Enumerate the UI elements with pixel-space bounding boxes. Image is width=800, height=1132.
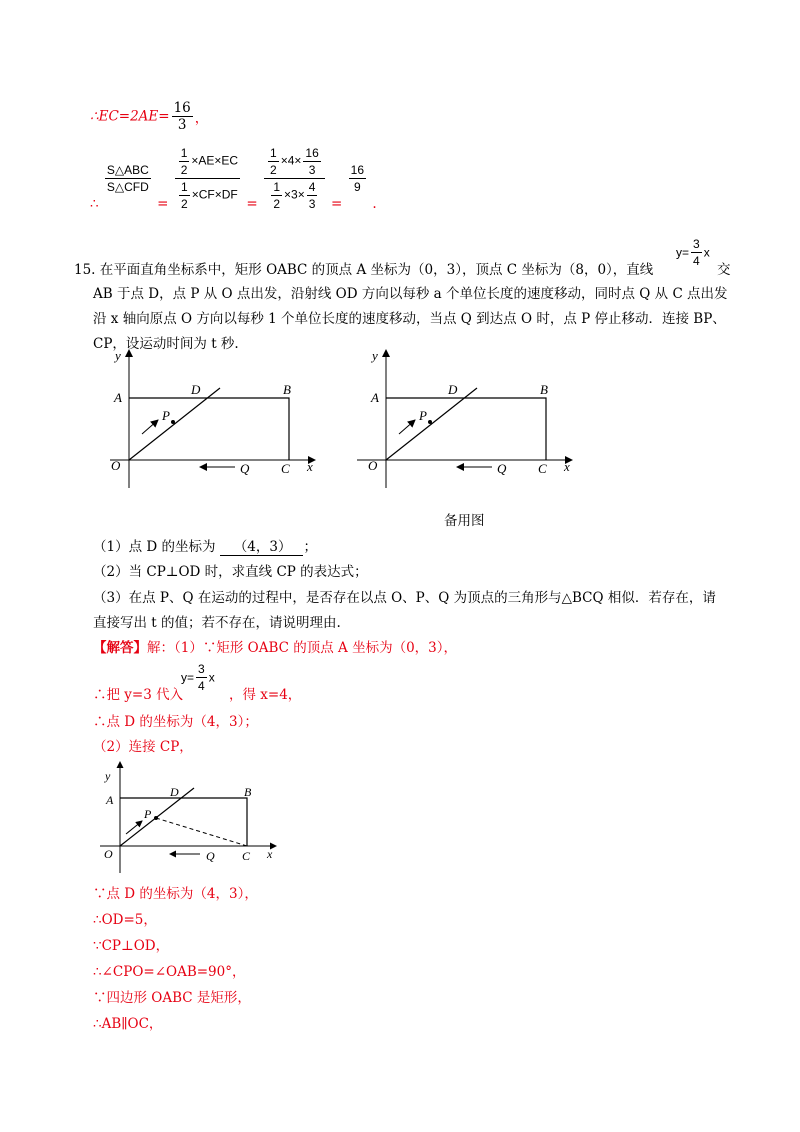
problem-line-2: AB 于点 D，点 P 从 O 点出发，沿射线 OD 方向以每秒 a 个单位长度的速度移动，同时点 Q 从 C 点出发 <box>93 286 728 302</box>
label-o-3: O <box>104 847 113 861</box>
solution-header <box>93 636 457 656</box>
half-4-num: 1 <box>273 180 281 194</box>
therefore-symbol: ∴ <box>90 196 99 212</box>
label-x: x <box>307 459 313 474</box>
ec-suffix: ， <box>194 110 209 127</box>
label-p-2: P <box>419 408 427 423</box>
p-arrow-2 <box>399 420 415 434</box>
result-den: 9 <box>353 180 361 194</box>
solution-line-2: ∴点 D 的坐标为（4，3）； <box>93 714 258 730</box>
label-d: D <box>191 382 201 397</box>
point-p <box>171 420 175 424</box>
s-cfd: S△CFD <box>106 180 149 194</box>
line-od <box>129 388 220 460</box>
half-3-num: 1 <box>270 146 277 160</box>
solution-line-3: （2）连接 CP， <box>93 739 193 755</box>
label-x-3: x <box>267 847 273 861</box>
problem-line-3: 沿 x 轴向原点 O 方向以每秒 1 个单位长度的速度移动，当点 Q 到达点 O 时，点 P 停止移动．连接 BP、 <box>93 311 726 327</box>
half-3 <box>268 145 279 178</box>
end-dot: . <box>372 196 377 212</box>
ec-den: 3 <box>177 117 187 133</box>
solution-intro: 解：（1）∵矩形 OABC 的顶点 A 坐标为（0，3）， <box>147 640 457 656</box>
label-p: P <box>162 408 170 423</box>
segment-cp <box>156 818 247 846</box>
solution-line-1-tail: ，得 x=4， <box>229 687 302 703</box>
s-eq-num: 3 <box>198 662 205 676</box>
q1-answer: （4，3） <box>220 535 304 556</box>
expr1-den-rest: ×CF×DF <box>191 187 238 202</box>
eq-den: 4 <box>693 254 700 268</box>
label-d-2: D <box>448 382 458 397</box>
figure-solution <box>90 760 290 875</box>
point-p-2 <box>428 420 432 424</box>
solution-tag: 【解答】 <box>93 640 147 656</box>
p-arrow-3 <box>126 821 142 834</box>
solution-line-4: ∵点 D 的坐标为（4，3）， <box>93 886 258 902</box>
problem-line-1-tail: 交 <box>717 262 731 278</box>
eq-y: y= <box>676 245 690 260</box>
question-3-line-1: （3）在点 P、Q 在运动的过程中，是否存在以点 O、P、Q 为顶点的三角形与△BCQ 相似．若存在，请 <box>93 590 716 606</box>
question-2: （2）当 CP⊥OD 时，求直线 CP 的表达式； <box>93 564 368 580</box>
half-2 <box>179 179 190 212</box>
expr2-num <box>264 145 325 179</box>
solution-line-9: ∴AB∥OC， <box>93 1016 163 1032</box>
rectangle-3 <box>120 798 247 846</box>
question-1 <box>93 535 317 556</box>
s-abc: S△ABC <box>106 163 149 177</box>
q1-prefix: （1）点 D 的坐标为 <box>93 539 216 555</box>
label-c-2: C <box>538 461 547 476</box>
label-q-2: Q <box>497 461 507 476</box>
ft-num: 4 <box>308 180 316 194</box>
problem-number: 15. <box>74 262 96 278</box>
label-a-3: A <box>106 793 114 807</box>
label-b-2: B <box>540 382 548 397</box>
ec-text: ∴EC=2AE= <box>90 108 170 125</box>
label-a: A <box>114 390 122 405</box>
ft-den: 3 <box>308 197 316 211</box>
eq-x: x <box>703 245 710 260</box>
st-num: 16 <box>305 146 319 160</box>
label-q: Q <box>240 461 250 476</box>
label-o: O <box>111 458 121 473</box>
expr2-den-mid: ×3× <box>284 187 305 202</box>
s-eq-x: x <box>208 670 215 685</box>
half-1 <box>179 145 190 178</box>
result-fraction <box>349 162 366 195</box>
ec-fraction <box>172 100 193 133</box>
eq-num: 3 <box>693 237 700 251</box>
label-c-3: C <box>242 849 251 863</box>
question-3-line-2: 直接写出 t 的值；若不存在，请说明理由. <box>93 615 341 631</box>
rectangle-oabc-2 <box>386 398 546 460</box>
expr2-den <box>264 179 325 212</box>
solution-line-1: ∴把 y=3 代入 <box>93 687 184 703</box>
line-od-2 <box>386 388 477 460</box>
ec-num: 16 <box>173 100 191 116</box>
half-2-num: 1 <box>181 180 188 194</box>
backup-caption: 备用图 <box>444 513 485 529</box>
ec-line <box>90 100 208 133</box>
half-1-num: 1 <box>180 146 188 160</box>
figure-main <box>100 340 330 490</box>
area-ratio-fraction <box>105 162 151 195</box>
label-q-3: Q <box>206 849 215 863</box>
expr2-num-mid: ×4× <box>280 153 302 168</box>
expr1-fraction <box>175 145 240 212</box>
half-1-den: 2 <box>180 163 188 177</box>
label-y-3: y <box>105 769 111 783</box>
label-c: C <box>281 461 290 476</box>
problem-text-1: 在平面直角坐标系中，矩形 OABC 的顶点 A 坐标为（0，3），顶点 C 坐标为（8，0），直线 <box>99 262 654 278</box>
eq-frac <box>691 236 702 269</box>
area-ratio-line <box>90 145 377 212</box>
expr2-fraction <box>264 145 325 212</box>
label-p-3: P <box>144 807 152 821</box>
rectangle-oabc <box>129 398 289 460</box>
eq-2: = <box>246 196 258 212</box>
eq-1: = <box>157 196 169 212</box>
sixteen-thirds <box>303 145 320 178</box>
figure-backup <box>357 340 587 490</box>
label-y-2: y <box>372 348 378 363</box>
solution-line-5: ∴OD=5， <box>93 912 157 928</box>
st-den: 3 <box>308 163 316 177</box>
label-d-3: D <box>170 785 179 799</box>
eq-3: = <box>331 196 343 212</box>
solution-equation <box>181 661 215 694</box>
expr1-num <box>175 145 240 179</box>
half-3-den: 2 <box>270 163 277 177</box>
result-num: 16 <box>350 163 365 177</box>
label-x-2: x <box>564 459 570 474</box>
q1-suffix: ； <box>303 539 317 555</box>
solution-line-8: ∵四边形 OABC 是矩形， <box>93 990 251 1006</box>
label-a-2: A <box>371 390 379 405</box>
problem-line-4: CP，设运动时间为 t 秒. <box>93 336 239 352</box>
s-eq-y: y= <box>181 670 195 685</box>
problem-line-1 <box>74 258 653 278</box>
p-arrow <box>142 420 158 434</box>
s-eq-den: 4 <box>198 679 205 693</box>
s-eq-frac <box>196 661 207 694</box>
line-equation <box>676 236 710 269</box>
label-b-3: B <box>244 785 252 799</box>
label-b: B <box>283 382 291 397</box>
label-o-2: O <box>368 458 378 473</box>
half-4 <box>271 179 282 212</box>
half-2-den: 2 <box>181 197 188 211</box>
label-y: y <box>115 348 121 363</box>
expr1-num-rest: ×AE×EC <box>191 153 239 168</box>
four-thirds <box>307 179 318 212</box>
half-4-den: 2 <box>273 197 281 211</box>
solution-line-6: ∵CP⊥OD， <box>93 938 170 954</box>
solution-line-7: ∴∠CPO=∠OAB=90°， <box>93 964 246 980</box>
expr1-den <box>175 179 240 212</box>
